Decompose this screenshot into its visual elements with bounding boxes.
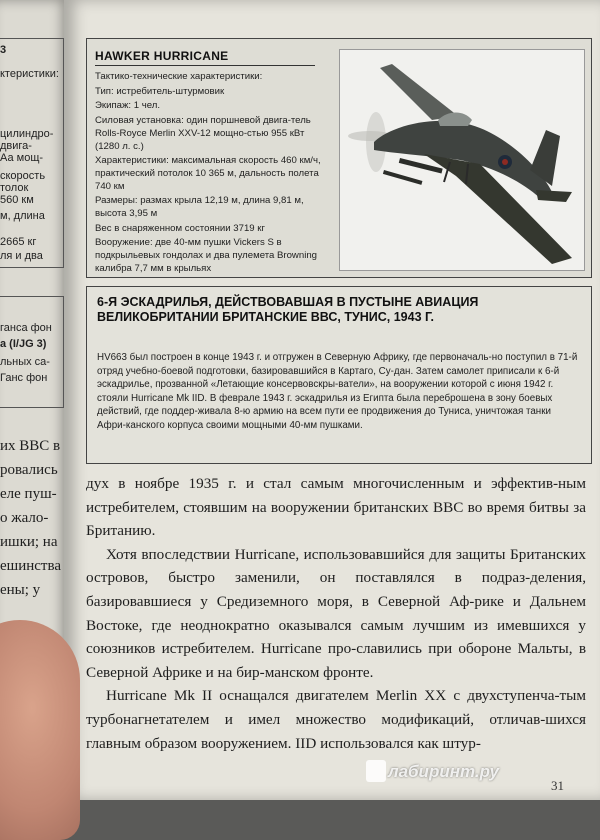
spec-title: HAWKER HURRICANE (95, 49, 229, 63)
left-fragment: 2665 кг (0, 236, 37, 248)
left-caption-box (0, 296, 64, 408)
page-number: 31 (551, 778, 564, 793)
left-body-fragment: еле пуш- (0, 486, 57, 502)
left-fragment: ктеристики: (0, 68, 59, 80)
squadron-title: 6-Я ЭСКАДРИЛЬЯ, ДЕЙСТВОВАВШАЯ В ПУСТЫНЕ АВИАЦИЯ ВЕЛИКОБРИТАНИИ БРИТАНСКИЕ ВВС, ТУНИС, 1943 Г. (97, 295, 479, 324)
spec-text (95, 71, 327, 278)
left-body-fragment: ишки; на (0, 534, 58, 550)
hawker-hurricane-icon (340, 50, 584, 270)
spec-line: Характеристики: максимальная скорость 460 км/ч, практический потолок 10 365 м, дальность полета 740 км (95, 155, 321, 192)
thumb-photo-element (0, 620, 80, 840)
left-fragment: 3 (0, 44, 7, 56)
left-body-fragment: о жало- (0, 510, 49, 526)
body-paragraph: Hurricane Mk II оснащался двигателем Merlin XX с двухступенча-тым турбонагнетателем и имел множество модификаций, отличав-шихся главным образом вооружением. IID использовался как штур- (86, 687, 586, 752)
left-fragment: цилиндро- (0, 128, 54, 140)
spec-line: Вооружение: две 40-мм пушки Vickers S в подкрыльевых гондолах и два пулемета Browning калибра 7,7 мм в крыльях (95, 237, 317, 274)
squadron-text: HV663 был построен в конце 1943 г. и отгружен в Северную Африку, где первоначаль-но поступил в 71-й отряд учебно-боевой подготовки, базировавшийся в Картаго, Су-дан. Затем самолет приписали к 6-й эскадрилье, прозванной «Летающие консервовскры-ватели», на вооружении которой с июня 1942 г. стояли Hurricane Mk IID. В феврале 1943 г. эскадрилья из Египта была переброшена в зону боевых действий, где поддер-живала 8-ю армию на всем пути ее продвижения до Туниса, уничтожая танки Афри-канского корпуса своими мощными 40-мм пушками. (97, 352, 578, 431)
spec-line: Силовая установка: один поршневой двига-тель Rolls-Royce Merlin XXV-12 мощно-стью 955 кВт (1280 л. с.) (95, 115, 311, 152)
right-page (64, 0, 600, 800)
left-fragment: м, длина (0, 210, 45, 222)
left-fragment: а (I/JG 3) (0, 338, 47, 350)
left-fragment: скорость (0, 170, 46, 182)
spec-line: Экипаж: 1 чел. (95, 100, 161, 112)
labirint-logo-icon (366, 760, 386, 782)
left-fragment: Ганс фон (0, 372, 48, 384)
left-fragment: льных са- (0, 356, 50, 368)
left-fragment: Аа мощ- (0, 152, 44, 164)
spec-line: Тактико-технические характеристики: (95, 71, 263, 82)
spec-box (86, 38, 592, 278)
aircraft-illustration-panel (339, 49, 585, 271)
body-text (86, 472, 586, 755)
spec-line: Вес в снаряженном состоянии 3719 кг (95, 222, 265, 234)
spec-line: Тип: истребитель-штурмовик (95, 85, 225, 97)
spec-title-underline (95, 65, 315, 66)
left-fragment: ля и два (0, 250, 43, 262)
left-fragment: толок (0, 182, 29, 194)
left-body-fragment: их ВВС в (0, 438, 61, 454)
left-fragment: ганса фон (0, 322, 52, 334)
left-body-fragment: ешинства (0, 558, 62, 574)
left-fragment: двига- (0, 140, 32, 152)
squadron-box (86, 286, 592, 464)
left-body-fragment: ены; у (0, 582, 41, 598)
spec-line: Размеры: размах крыла 12,19 м, длина 9,81 м, высота 3,95 м (95, 195, 304, 220)
watermark: лабиринт.ру (388, 762, 499, 781)
body-paragraph: дух в ноябре 1935 г. и стал самым многочисленным и эффектив-ным истребителем, стоявшим на вооружении британских ВВС во время битвы за Британию. (86, 475, 586, 540)
left-body-fragment: ровались (0, 462, 58, 478)
body-paragraph: Хотя впоследствии Hurricane, использовавшийся для защиты Британских островов, быстро заменили, он поставлялся в подраз-деления, базировавшиеся у Средиземного моря, в Северной Аф-рике и Дальнем Востоке, где неоднократно оказывался самым лучшим из имевшихся у союзников истребителем. Hurricane про-славились при обороне Мальты, в Северной Африке и на бир-манском фронте. (86, 545, 586, 681)
left-fragment: 560 км (0, 194, 34, 206)
